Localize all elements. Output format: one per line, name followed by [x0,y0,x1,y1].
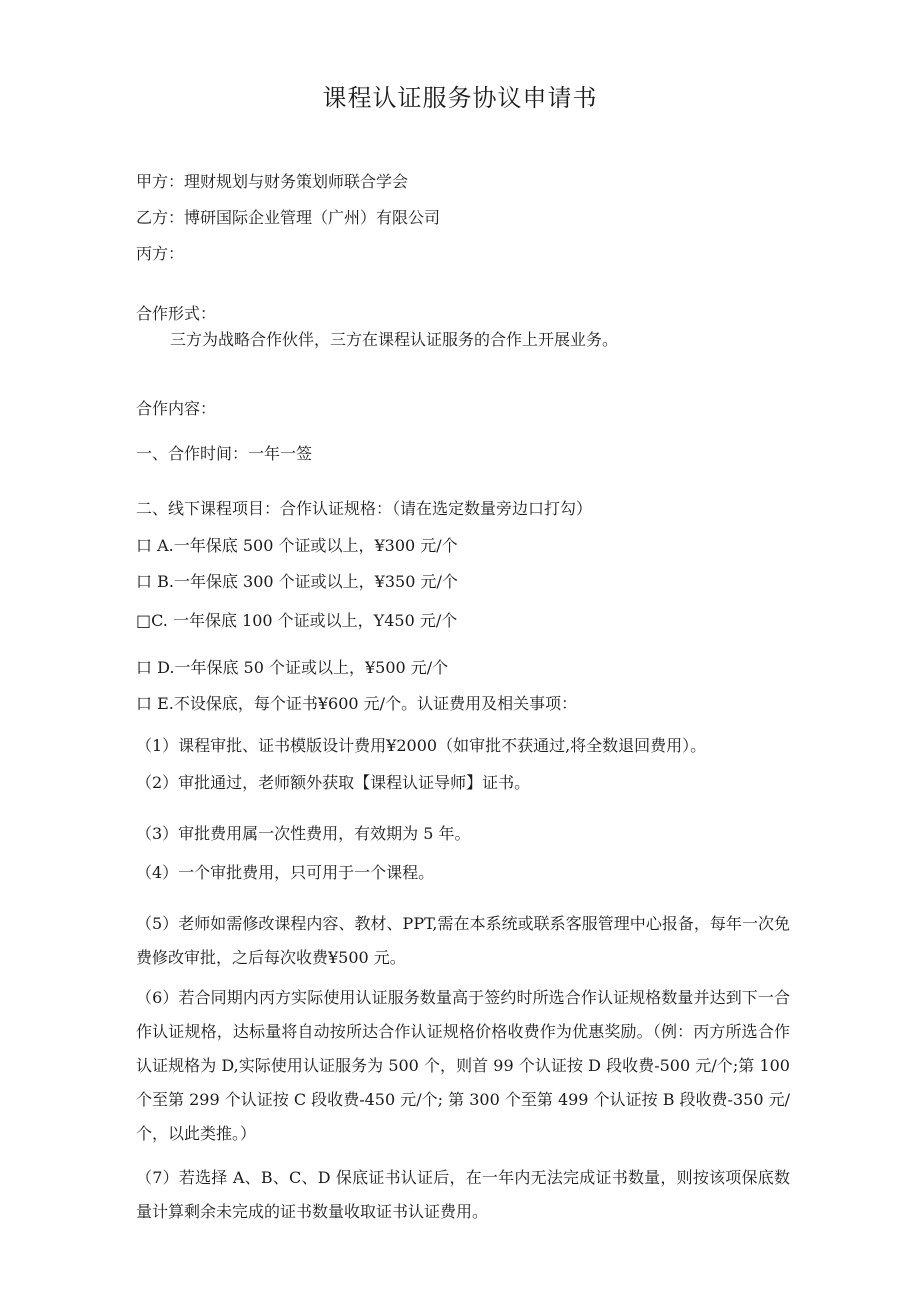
note-6: （6）若合同期内丙方实际使用认证服务数量高于签约时所选合作认证规格数量并达到下一合作认证规格，达标量将自动按所达合作认证规格价格收费作为优惠奖励。（例：丙方所选合作认证规格为 D,实际使用认证服务为 500 个，则首 99 个认证按 D 段收费-500 元/个;第 100 个至第 299 个认证按 C 段收费-450 元/个; 第 300 个至第 499 个认证按 B 段收费-350 元/个，以此类推。） [136,988,790,1143]
option-c-checkbox[interactable]: □ [136,611,152,630]
cooperation-time-item: 一、合作时间：一年一签 [136,444,313,463]
note-4: （4）一个审批费用，只可用于一个课程。 [136,863,435,882]
cooperation-form-heading: 合作形式： [136,304,217,323]
option-c-label: C. 一年保底 100 个证或以上，Y450 元/个 [151,611,458,630]
option-e [136,694,788,714]
note-5: （5）老师如需修改课程内容、教材、PPT,需在本系统或联系客服管理中心报备，每年一次免费修改审批，之后每次收费¥500 元。 [136,914,790,967]
note-3: （3）审批费用属一次性费用，有效期为 5 年。 [136,824,471,843]
option-e-checkbox[interactable]: 口 [136,694,153,713]
offline-course-item: 二、线下课程项目：合作认证规格：（请在选定数量旁边口打勾） [136,499,593,518]
party-b: 乙方：博研国际企业管理（广州）有限公司 [136,208,441,227]
option-d-checkbox[interactable]: 口 [136,658,153,677]
party-c: 丙方： [136,244,185,263]
option-a-label: A.一年保底 500 个证或以上，¥300 元/个 [152,536,458,555]
document-title: 课程认证服务协议申请书 [322,84,598,112]
option-a-checkbox[interactable]: 口 [136,536,153,555]
option-b-checkbox[interactable]: 口 [136,572,153,591]
cooperation-form-text: 三方为战略合作伙伴，三方在课程认证服务的合作上开展业务。 [170,330,619,349]
note-1: （1）课程审批、证书模版设计费用¥2000（如审批不获通过,将全数退回费用）。 [136,736,707,755]
note-2: （2）审批通过，老师额外获取【课程认证导师】证书。 [136,773,531,792]
option-d [136,658,788,678]
note-7: （7）若选择 A、B、C、D 保底证书认证后，在一年内无法完成证书数量，则按该项保底数量计算剩余未完成的证书数量收取证书认证费用。 [136,1168,790,1221]
cooperation-content-heading: 合作内容： [136,399,217,418]
option-c [136,611,788,631]
option-e-label: E.不设保底，每个证书¥600 元/个。认证费用及相关事项： [152,694,578,713]
option-b-label: B.一年保底 300 个证或以上，¥350 元/个 [152,572,458,591]
option-b [136,572,788,592]
option-d-label: D.一年保底 50 个证或以上，¥500 元/个 [152,658,449,677]
party-a: 甲方：理财规划与财务策划师联合学会 [136,172,409,191]
option-a [136,536,788,556]
